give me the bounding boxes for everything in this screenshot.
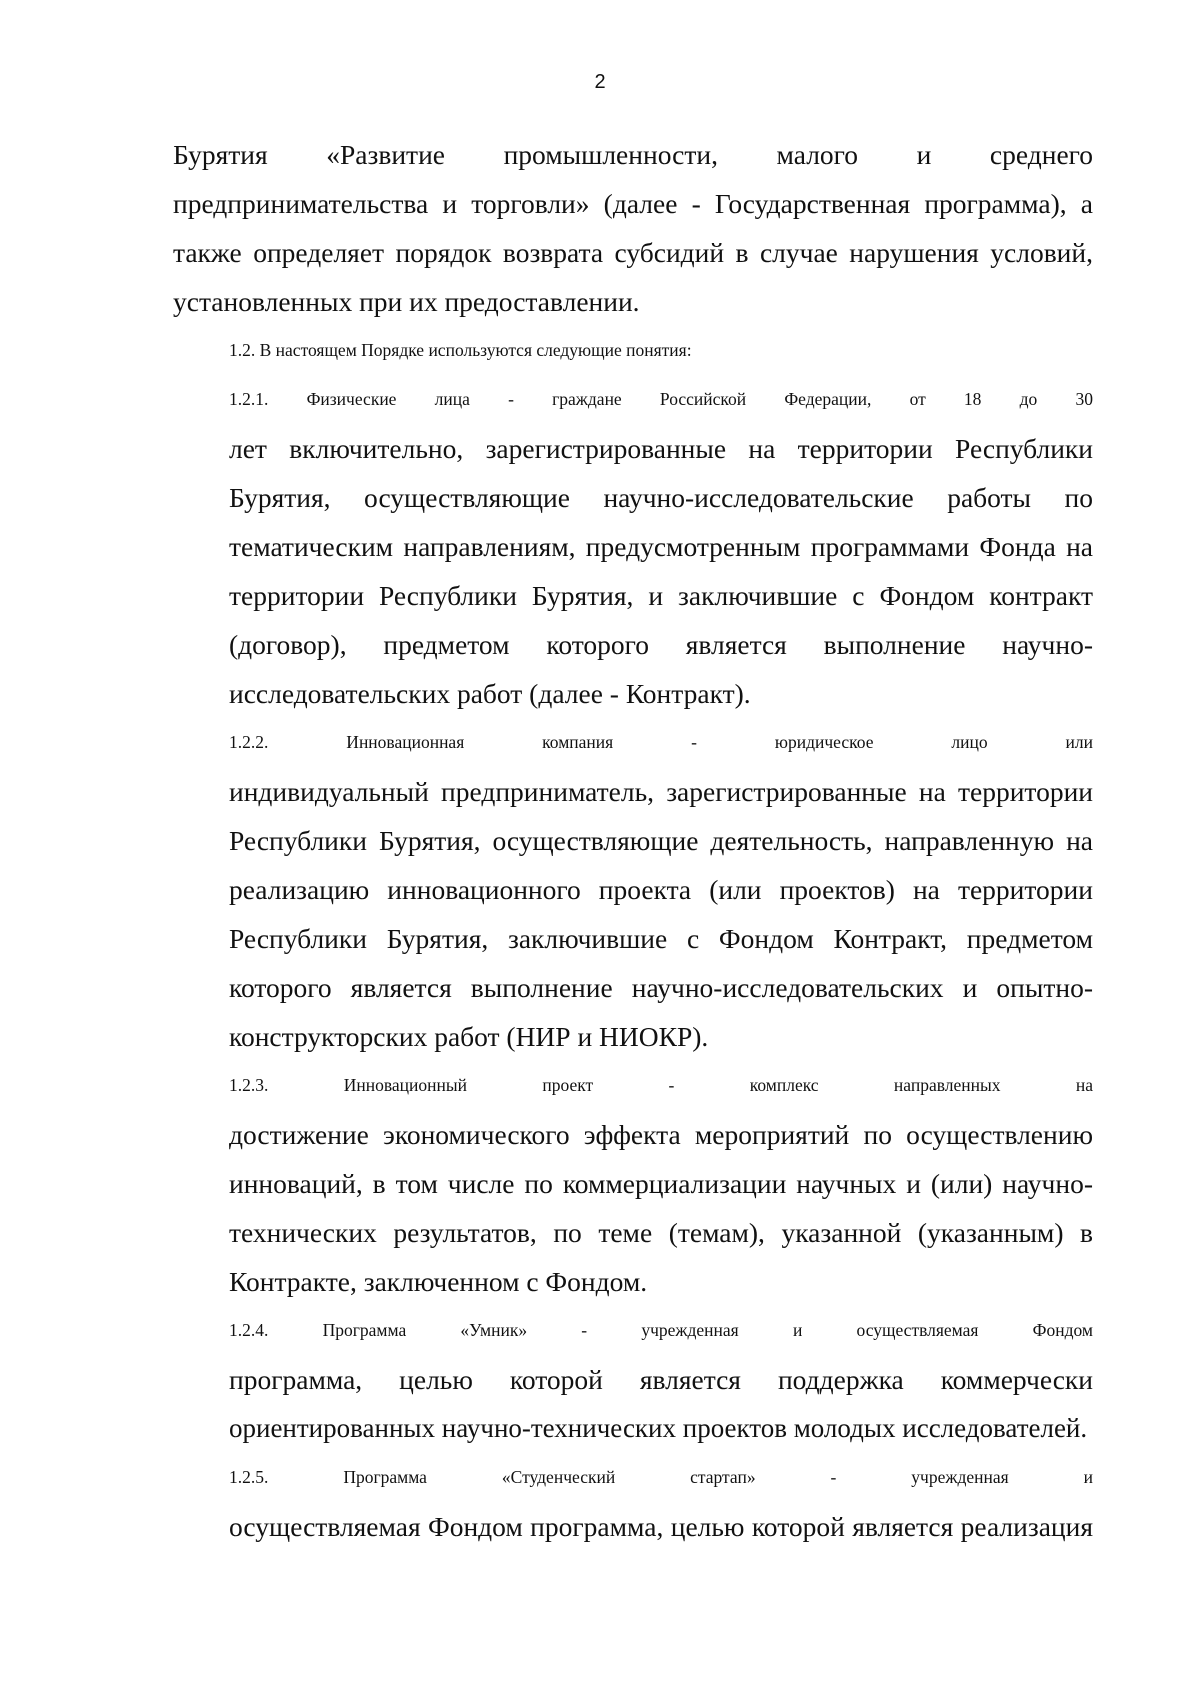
text-line: предпринимательства и торговли» (далее - Государственная программа), а xyxy=(173,188,1093,219)
text-line: (договор), предметом которого является выполнение научно- xyxy=(229,629,1093,660)
paragraph-1-2-4 xyxy=(173,1306,1093,1453)
paragraph-1-2-2 xyxy=(173,718,1093,1061)
document-body xyxy=(173,130,1093,1551)
text-line: ориентированных научно-технических проектов молодых исследователей. xyxy=(229,1413,1088,1443)
text-line: осуществляемая Фондом программа, целью которой является реализация xyxy=(229,1511,1093,1542)
text-line: индивидуальный предприниматель, зарегистрированные на территории xyxy=(229,776,1093,807)
text-line: технических результатов, по теме (темам), указанной (указанным) в xyxy=(229,1217,1093,1248)
text-line: 1.2.2. Инновационная компания - юридическое лицо или xyxy=(229,732,1093,752)
paragraph-1-2 xyxy=(173,326,1093,375)
paragraph-intro-continuation xyxy=(173,130,1093,326)
text-line: программа, целью которой является поддержка коммерчески xyxy=(229,1364,1093,1395)
paragraph-1-2-1 xyxy=(173,375,1093,718)
text-line: 1.2.1. Физические лица - граждане Российской Федерации, от 18 до 30 xyxy=(229,389,1093,409)
paragraph-1-2-5 xyxy=(173,1453,1093,1551)
text-line: которого является выполнение научно-исследовательских и опытно- xyxy=(229,972,1093,1003)
text-line: инноваций, в том числе по коммерциализации научных и (или) научно- xyxy=(229,1168,1093,1199)
text-line: 1.2.5. Программа «Студенческий стартап» - учрежденная и xyxy=(229,1467,1093,1487)
paragraph-1-2-3 xyxy=(173,1061,1093,1306)
text-line: исследовательских работ (далее - Контракт). xyxy=(229,678,751,709)
text-line: тематическим направлениям, предусмотренным программами Фонда на xyxy=(229,531,1093,562)
text-line: также определяет порядок возврата субсидий в случае нарушения условий, xyxy=(173,237,1093,268)
text-line: 1.2.4. Программа «Умник» - учрежденная и осуществляемая Фондом xyxy=(229,1320,1093,1340)
page-number: 2 xyxy=(594,71,606,93)
text-line: Республики Бурятия, осуществляющие деятельность, направленную на xyxy=(229,825,1093,856)
text-line: лет включительно, зарегистрированные на территории Республики xyxy=(229,433,1093,464)
text-line: реализацию инновационного проекта (или проектов) на территории xyxy=(229,874,1093,905)
text-line: достижение экономического эффекта мероприятий по осуществлению xyxy=(229,1119,1093,1150)
text-line: Бурятия, осуществляющие научно-исследовательские работы по xyxy=(229,482,1093,513)
text-line: 1.2. В настоящем Порядке используются следующие понятия: xyxy=(229,340,692,360)
text-line: конструкторских работ (НИР и НИОКР). xyxy=(229,1021,709,1052)
text-line: Контракте, заключенном с Фондом. xyxy=(229,1266,648,1297)
text-line: Бурятия «Развитие промышленности, малого и среднего xyxy=(173,139,1093,170)
text-line: 1.2.3. Инновационный проект - комплекс направленных на xyxy=(229,1075,1093,1095)
text-line: территории Республики Бурятия, и заключившие с Фондом контракт xyxy=(229,580,1093,611)
text-line: установленных при их предоставлении. xyxy=(173,286,640,317)
text-line: Республики Бурятия, заключившие с Фондом Контракт, предметом xyxy=(229,923,1093,954)
